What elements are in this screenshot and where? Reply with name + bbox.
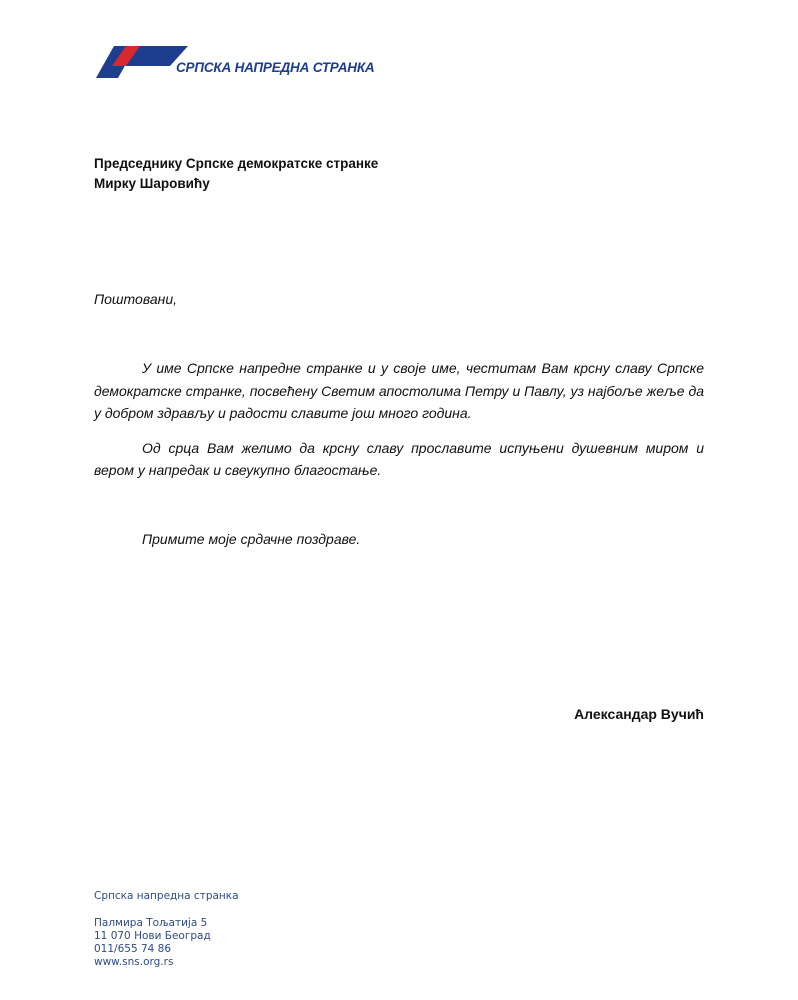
letter-body (94, 357, 704, 494)
recipient-name: Мирку Шаровићу (94, 176, 210, 191)
footer-address: Палмира Тољатија 5 (94, 917, 208, 929)
closing-line: Примите моје срдачне поздраве. (142, 531, 361, 547)
footer-city: 11 070 Нови Београд (94, 930, 211, 942)
footer-phone: 011/655 74 86 (94, 943, 172, 955)
party-name: СРПСКА НАПРЕДНА СТРАНКА (176, 60, 375, 75)
recipient-title: Председнику Српске демократске странке (94, 156, 379, 171)
paragraph: Од срца Вам желимо да крсну славу прославите испуњени душевним миром и вером у напредак и свеукупно благостање. (94, 439, 704, 478)
footer-contact (94, 890, 239, 969)
footer-website[interactable]: www.sns.org.rs (94, 956, 174, 968)
signature-name: Александар Вучић (574, 706, 704, 722)
salutation: Поштовани, (94, 291, 178, 307)
recipient-block (94, 154, 378, 194)
paragraph: У име Српске напредне странке и у своје име, честитам Вам крсну славу Српске демократске странке, посвећену Светим апостолима Петру и Павлу, уз најбоље жеље да у добром здрављу и радости славите још много година. (94, 360, 704, 421)
party-logo (96, 42, 396, 82)
footer-org: Српска напредна странка (94, 890, 239, 902)
